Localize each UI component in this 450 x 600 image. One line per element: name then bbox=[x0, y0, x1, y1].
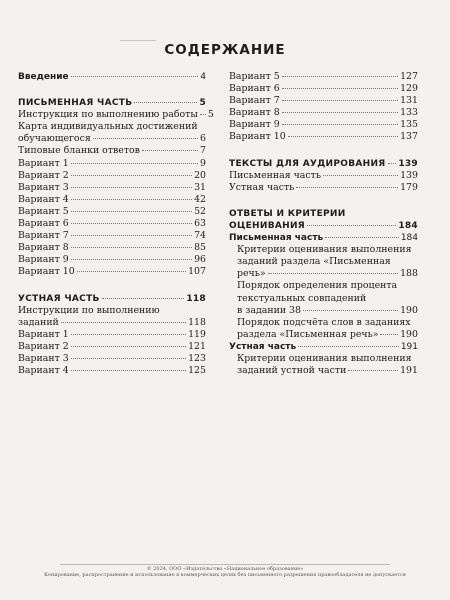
toc-entry bbox=[229, 329, 418, 341]
dot-leader bbox=[71, 163, 198, 164]
dot-leader bbox=[71, 211, 192, 212]
dot-leader bbox=[71, 247, 192, 248]
section-gap bbox=[18, 83, 206, 97]
toc-entry bbox=[18, 97, 206, 109]
toc-entry-title: Вариант 4 bbox=[18, 365, 69, 377]
dot-leader bbox=[296, 187, 398, 188]
toc-entry-title: раздела «Письменная речь» bbox=[237, 328, 379, 340]
toc-entry-title: речь» bbox=[237, 268, 266, 280]
toc-page-number: 9 bbox=[200, 157, 206, 169]
toc-entry bbox=[18, 266, 206, 278]
toc-entry-text: Критерии оценивания выполнения bbox=[237, 352, 412, 364]
toc-entry-text: Порядок подсчёта слов в заданиях bbox=[237, 316, 411, 328]
toc-entry-title: ОЦЕНИВАНИЯ bbox=[229, 220, 306, 231]
toc-page-number: 85 bbox=[194, 242, 206, 254]
dot-leader bbox=[134, 102, 197, 103]
toc-entry bbox=[18, 194, 206, 206]
section-gap bbox=[229, 194, 418, 208]
toc-entry bbox=[18, 109, 214, 121]
toc-entry bbox=[229, 119, 418, 131]
dot-leader bbox=[142, 150, 198, 151]
toc-page-number: 96 bbox=[194, 254, 206, 266]
dot-leader bbox=[71, 175, 192, 176]
toc-page-number: 135 bbox=[400, 119, 418, 131]
dot-leader bbox=[71, 235, 192, 236]
toc-entry bbox=[229, 83, 418, 95]
dot-leader bbox=[71, 334, 186, 335]
toc-entry bbox=[18, 365, 206, 377]
toc-entry-title: Вариант 8 bbox=[18, 242, 69, 254]
toc-page-number: 184 bbox=[398, 220, 418, 231]
toc-entry-title: УСТНАЯ ЧАСТЬ bbox=[18, 293, 100, 304]
toc-entry-title: ПИСЬМЕННАЯ ЧАСТЬ bbox=[18, 98, 133, 109]
toc-entry bbox=[229, 220, 418, 232]
toc-entry-title: Вариант 2 bbox=[18, 340, 69, 352]
dot-leader bbox=[71, 223, 192, 224]
copyright-line: © 2024, ООО «Издательство «Национальное образование» bbox=[146, 566, 304, 572]
toc-right-column bbox=[229, 71, 418, 377]
toc-entry-title: Вариант 1 bbox=[18, 328, 69, 340]
toc-page-number: 190 bbox=[400, 328, 418, 340]
toc-page-number: 190 bbox=[400, 304, 418, 316]
toc-page-number: 5 bbox=[207, 109, 214, 121]
toc-page-number: 188 bbox=[400, 268, 418, 280]
dot-leader bbox=[303, 310, 398, 311]
toc-entry bbox=[229, 158, 418, 170]
toc-page-number: 121 bbox=[188, 340, 206, 352]
toc-entry-title: Вариант 3 bbox=[18, 352, 69, 364]
toc-entry-title: Устная часть bbox=[229, 341, 297, 352]
toc-entry bbox=[229, 365, 418, 377]
toc-entry bbox=[18, 206, 206, 218]
toc-entry-title: заданий устной части bbox=[237, 365, 347, 377]
section-gap bbox=[18, 279, 206, 293]
toc-entry-title: Вариант 3 bbox=[18, 181, 69, 193]
toc-page-number: 4 bbox=[200, 72, 206, 82]
toc-entry bbox=[18, 230, 206, 242]
toc-entry-title: Вариант 8 bbox=[229, 107, 280, 119]
page-title: СОДЕРЖАНИЕ bbox=[164, 42, 286, 58]
toc-entry bbox=[229, 182, 418, 194]
toc-entry-title: Типовые бланки ответов bbox=[18, 145, 140, 157]
dot-leader bbox=[71, 346, 186, 347]
section-gap bbox=[229, 144, 418, 158]
toc-entry-title: Введение bbox=[18, 72, 69, 82]
toc-entry-title: Вариант 10 bbox=[18, 266, 75, 278]
dot-leader bbox=[298, 346, 399, 347]
toc-entry bbox=[18, 329, 206, 341]
toc-page-number: 133 bbox=[400, 107, 418, 119]
toc-page-number: 137 bbox=[400, 131, 418, 143]
decorative-rule bbox=[120, 40, 156, 41]
toc-entry-title: обучающегося bbox=[18, 133, 91, 145]
dot-leader bbox=[71, 370, 186, 371]
toc-page-number: 7 bbox=[200, 145, 206, 157]
dot-leader bbox=[71, 76, 199, 77]
toc-entry-text: заданий раздела «Письменная bbox=[237, 256, 391, 268]
dot-leader bbox=[71, 259, 192, 260]
footer-divider bbox=[60, 564, 390, 565]
dot-leader bbox=[307, 225, 396, 226]
toc-entry bbox=[18, 121, 206, 133]
toc-page-number: 6 bbox=[200, 133, 206, 145]
toc-entry-title: Инструкция по выполнению работы bbox=[18, 109, 198, 121]
toc-entry-title: Вариант 7 bbox=[18, 230, 69, 242]
toc-entry-title: Устная часть bbox=[229, 181, 295, 193]
dot-leader bbox=[282, 76, 398, 77]
toc-entry bbox=[229, 232, 418, 244]
toc-entry-title: ТЕКСТЫ ДЛЯ АУДИРОВАНИЯ bbox=[229, 158, 386, 169]
toc-entry-text: текстуальных совпадений bbox=[237, 292, 367, 304]
toc-page-number: 118 bbox=[188, 316, 206, 328]
toc-entry bbox=[18, 218, 206, 230]
toc-entry bbox=[18, 353, 206, 365]
dot-leader bbox=[71, 358, 186, 359]
toc-page-number: 63 bbox=[194, 218, 206, 230]
toc-entry-title: Вариант 6 bbox=[18, 218, 69, 230]
toc-entry bbox=[229, 170, 418, 182]
toc-page-number: 131 bbox=[400, 95, 418, 107]
toc-entry-title: Вариант 5 bbox=[18, 205, 69, 217]
toc-entry-text: Порядок определения процента bbox=[237, 280, 398, 292]
toc-page-number: 191 bbox=[400, 341, 418, 352]
toc-page-number: 129 bbox=[400, 83, 418, 95]
toc-entry bbox=[229, 95, 418, 107]
toc-page-number: 52 bbox=[194, 205, 206, 217]
copyright-notice: Копирование, распространение и использование в коммерческих целях без письменного разрешения правообладателя не допускается bbox=[44, 572, 406, 578]
toc-page-number: 74 bbox=[194, 230, 206, 242]
toc-page-number: 191 bbox=[400, 365, 418, 377]
dot-leader bbox=[323, 175, 398, 176]
toc-page-number: 20 bbox=[194, 169, 206, 181]
toc-entry bbox=[18, 254, 206, 266]
toc-page-number: 127 bbox=[400, 71, 418, 82]
toc-page-number: 184 bbox=[400, 233, 418, 244]
toc-entry bbox=[229, 131, 418, 143]
toc-entry-title: Вариант 9 bbox=[18, 254, 69, 266]
toc-entry-text: Критерии оценивания выполнения bbox=[237, 244, 412, 256]
toc-entry bbox=[18, 242, 206, 254]
toc-entry bbox=[18, 71, 206, 83]
toc-page-number: 42 bbox=[194, 193, 206, 205]
dot-leader bbox=[282, 112, 398, 113]
dot-leader bbox=[61, 322, 186, 323]
toc-entry bbox=[229, 71, 418, 83]
toc-entry bbox=[229, 305, 418, 317]
toc-entry-title: Вариант 5 bbox=[229, 71, 280, 82]
toc-entry-title: Вариант 2 bbox=[18, 169, 69, 181]
toc-page-number: 139 bbox=[398, 158, 418, 169]
dot-leader bbox=[325, 237, 399, 238]
toc-entry-title: в задании 38 bbox=[237, 304, 301, 316]
toc-page-number: 31 bbox=[194, 181, 206, 193]
toc-entry-title: Вариант 9 bbox=[229, 119, 280, 131]
toc-entry-title: заданий bbox=[18, 316, 59, 328]
toc-left-column bbox=[18, 71, 214, 377]
toc-page-number: 123 bbox=[188, 352, 206, 364]
toc-entry bbox=[18, 182, 206, 194]
dot-leader bbox=[282, 100, 398, 101]
dot-leader bbox=[388, 163, 397, 164]
toc-entry-title: Вариант 10 bbox=[229, 131, 286, 143]
toc-entry-title: Письменная часть bbox=[229, 233, 324, 244]
toc-entry bbox=[18, 293, 206, 305]
toc-entry-text: ОТВЕТЫ И КРИТЕРИИ bbox=[229, 208, 346, 219]
toc-entry bbox=[229, 268, 418, 280]
dot-leader bbox=[288, 136, 398, 137]
toc-entry bbox=[18, 145, 206, 157]
toc-entry bbox=[18, 133, 206, 145]
dot-leader bbox=[93, 138, 198, 139]
toc-entry-title: Вариант 1 bbox=[18, 157, 69, 169]
toc-entry-title: Вариант 4 bbox=[18, 193, 69, 205]
toc-page-number: 119 bbox=[188, 328, 206, 340]
dot-leader bbox=[71, 199, 192, 200]
dot-leader bbox=[200, 114, 206, 115]
toc-entry bbox=[18, 158, 206, 170]
dot-leader bbox=[282, 124, 398, 125]
dot-leader bbox=[348, 370, 398, 371]
toc-entry bbox=[18, 305, 206, 317]
toc-entry-title: Письменная часть bbox=[229, 169, 321, 181]
toc-entry-title: Вариант 6 bbox=[229, 83, 280, 95]
dot-leader bbox=[102, 298, 185, 299]
footer bbox=[10, 566, 440, 578]
toc-entry-title: Карта индивидуальных достижений bbox=[18, 121, 198, 133]
toc-page-number: 5 bbox=[199, 98, 206, 109]
toc-entry bbox=[229, 341, 418, 353]
toc-page-number: 107 bbox=[188, 266, 206, 278]
toc-entry bbox=[18, 317, 206, 329]
dot-leader bbox=[380, 334, 398, 335]
toc-entry bbox=[229, 107, 418, 119]
dot-leader bbox=[77, 271, 186, 272]
dot-leader bbox=[71, 187, 192, 188]
toc-page-number: 179 bbox=[400, 181, 418, 193]
toc-page-number: 118 bbox=[186, 293, 206, 304]
toc-page-number: 139 bbox=[400, 169, 418, 181]
toc-entry-title: Вариант 7 bbox=[229, 95, 280, 107]
dot-leader bbox=[282, 88, 398, 89]
toc-entry bbox=[18, 341, 206, 353]
toc-entry-title: Инструкции по выполнению bbox=[18, 304, 160, 316]
toc-page-number: 125 bbox=[188, 365, 206, 377]
toc-entry bbox=[18, 170, 206, 182]
dot-leader bbox=[268, 273, 399, 274]
